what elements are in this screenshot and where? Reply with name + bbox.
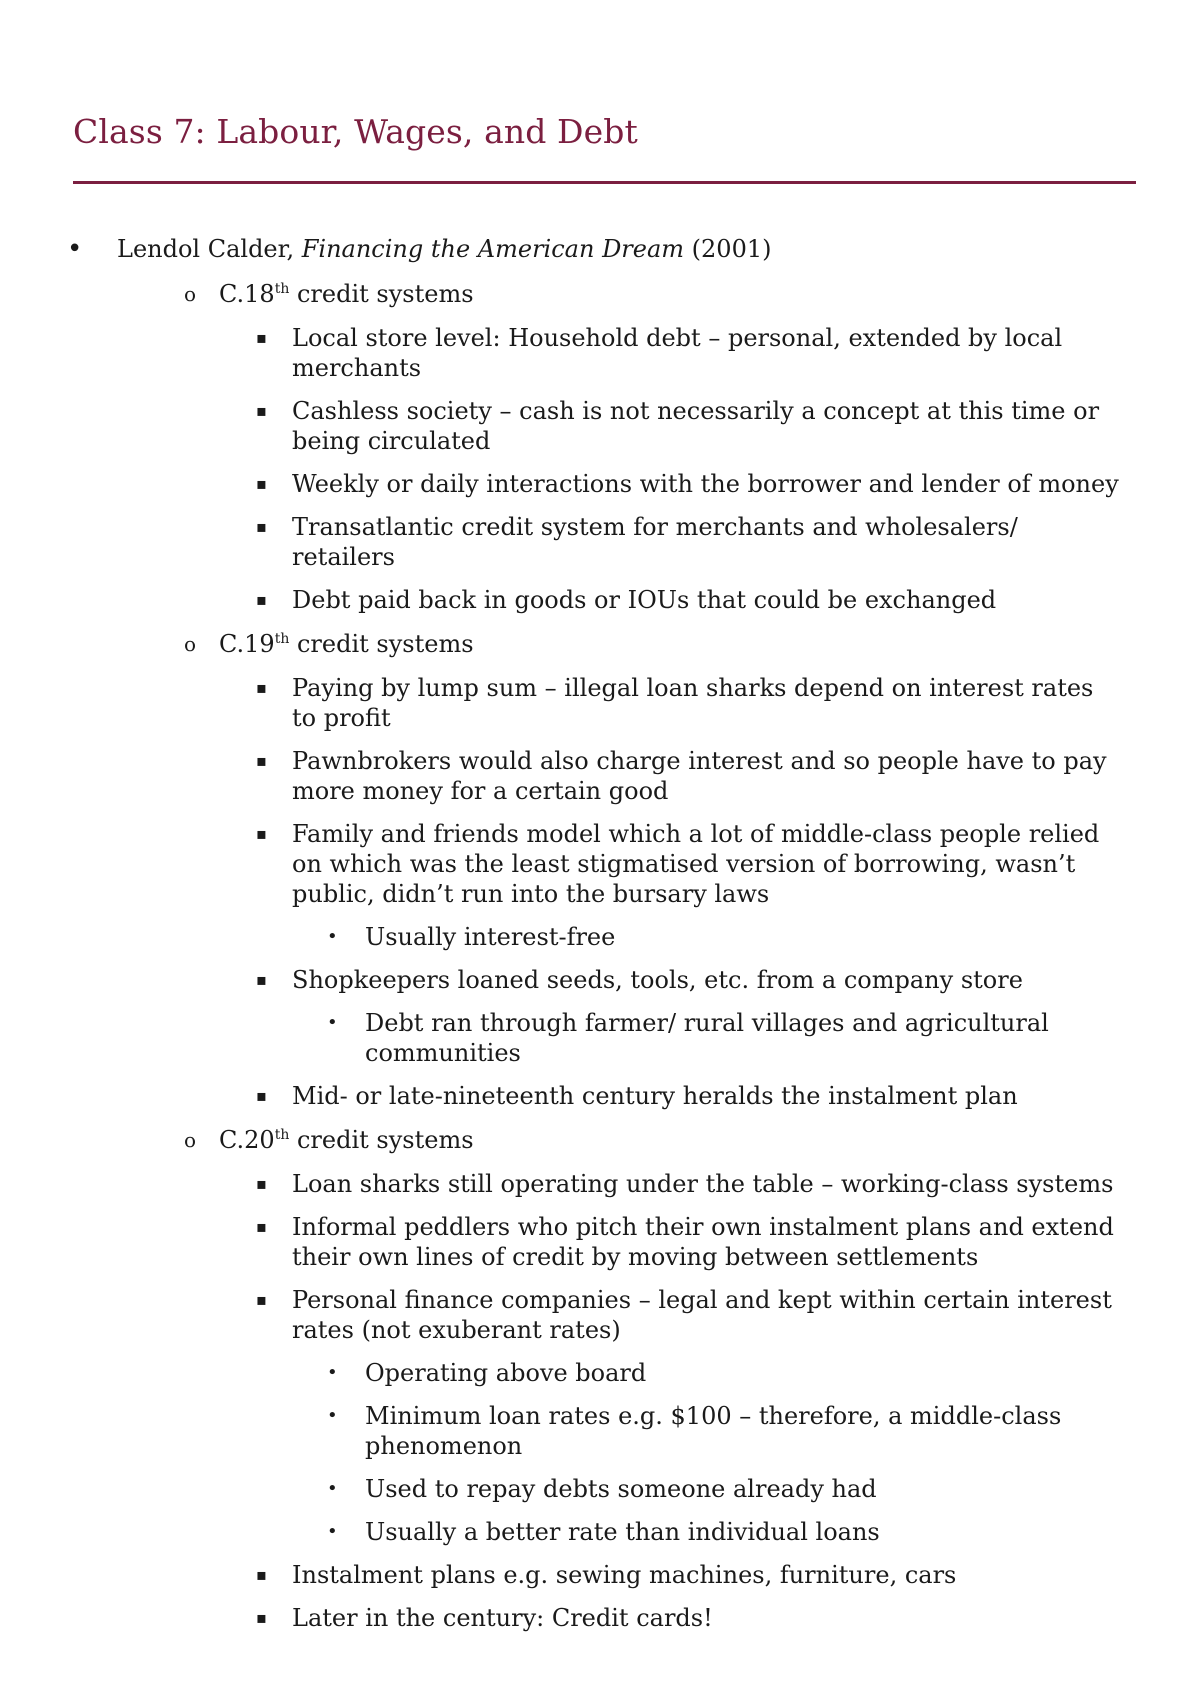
section-heading-c20: C.20th credit systems: [219, 1126, 474, 1154]
list-item: Instalment plans e.g. sewing machines, furniture, cars: [292, 1561, 957, 1589]
list-item: Weekly or daily interactions with the borrower and lender of money: [292, 470, 1119, 498]
bullet-square-icon: ▪: [256, 678, 267, 697]
section-heading-c19: C.19th credit systems: [219, 630, 474, 658]
sub-list-item: Usually interest-free: [365, 923, 616, 951]
title-divider: [73, 181, 1136, 184]
bullet-dot-icon: •: [327, 1362, 338, 1383]
bullet-square-icon: ▪: [256, 970, 267, 989]
bullet-square-icon: ▪: [256, 328, 267, 347]
list-item-continuation: their own lines of credit by moving between settlements: [292, 1243, 979, 1271]
bullet-disc-icon: •: [67, 234, 83, 264]
list-item-continuation: being circulated: [292, 427, 491, 455]
list-item: Shopkeepers loaned seeds, tools, etc. from a company store: [292, 966, 1023, 994]
bullet-circle-icon: o: [184, 632, 197, 656]
list-item: Cashless society – cash is not necessarily a concept at this time or: [292, 397, 1100, 425]
bullet-dot-icon: •: [327, 1405, 338, 1426]
bullet-circle-icon: o: [184, 1128, 197, 1152]
list-item-continuation: to profit: [292, 704, 391, 732]
bullet-dot-icon: •: [327, 1521, 338, 1542]
sub-list-item: Usually a better rate than individual loans: [365, 1518, 880, 1546]
list-item-continuation: public, didn’t run into the bursary laws: [292, 880, 770, 908]
bullet-square-icon: ▪: [256, 1290, 267, 1309]
list-item: Paying by lump sum – illegal loan sharks depend on interest rates: [292, 674, 1094, 702]
list-item: Local store level: Household debt – personal, extended by local: [292, 324, 1063, 352]
sub-list-item-continuation: communities: [365, 1039, 521, 1067]
bullet-dot-icon: •: [327, 926, 338, 947]
book-title: Financing the American Dream: [301, 235, 685, 263]
bullet-circle-icon: o: [184, 282, 197, 306]
sub-list-item: Operating above board: [365, 1359, 647, 1387]
section-heading-c18: C.18th credit systems: [219, 280, 474, 308]
bullet-square-icon: ▪: [256, 824, 267, 843]
list-item-continuation: retailers: [292, 543, 395, 571]
bullet-square-icon: ▪: [256, 517, 267, 536]
bullet-dot-icon: •: [327, 1478, 338, 1499]
bullet-square-icon: ▪: [256, 1086, 267, 1105]
bullet-square-icon: ▪: [256, 590, 267, 609]
sub-list-item: Minimum loan rates e.g. $100 – therefore, a middle-class: [365, 1402, 1062, 1430]
bullet-square-icon: ▪: [256, 751, 267, 770]
bullet-dot-icon: •: [327, 1012, 338, 1033]
list-item: Later in the century: Credit cards!: [292, 1604, 713, 1632]
list-item: Personal finance companies – legal and kept within certain interest: [292, 1286, 1112, 1314]
bullet-square-icon: ▪: [256, 474, 267, 493]
sub-list-item: Used to repay debts someone already had: [365, 1475, 877, 1503]
bullet-square-icon: ▪: [256, 1174, 267, 1193]
list-item: Debt paid back in goods or IOUs that could be exchanged: [292, 586, 997, 614]
bullet-square-icon: ▪: [256, 1217, 267, 1236]
list-item: Mid- or late-nineteenth century heralds the instalment plan: [292, 1082, 1018, 1110]
list-item: Loan sharks still operating under the table – working-class systems: [292, 1170, 1114, 1198]
list-item-continuation: on which was the least stigmatised version of borrowing, wasn’t: [292, 850, 1076, 878]
sub-list-item-continuation: phenomenon: [365, 1432, 523, 1460]
list-item: Pawnbrokers would also charge interest and so people have to pay: [292, 747, 1107, 775]
bullet-square-icon: ▪: [256, 401, 267, 420]
list-item: Family and friends model which a lot of middle-class people relied: [292, 820, 1100, 848]
list-item-continuation: merchants: [292, 354, 422, 382]
list-item-continuation: more money for a certain good: [292, 777, 669, 805]
page-title: Class 7: Labour, Wages, and Debt: [73, 112, 638, 151]
bullet-square-icon: ▪: [256, 1608, 267, 1627]
source-citation: Lendol Calder, Financing the American Dream (2001): [117, 235, 772, 263]
list-item: Transatlantic credit system for merchants and wholesalers/: [292, 513, 1018, 541]
list-item-continuation: rates (not exuberant rates): [292, 1316, 621, 1344]
bullet-square-icon: ▪: [256, 1565, 267, 1584]
sub-list-item: Debt ran through farmer/ rural villages and agricultural: [365, 1009, 1049, 1037]
list-item: Informal peddlers who pitch their own instalment plans and extend: [292, 1213, 1114, 1241]
